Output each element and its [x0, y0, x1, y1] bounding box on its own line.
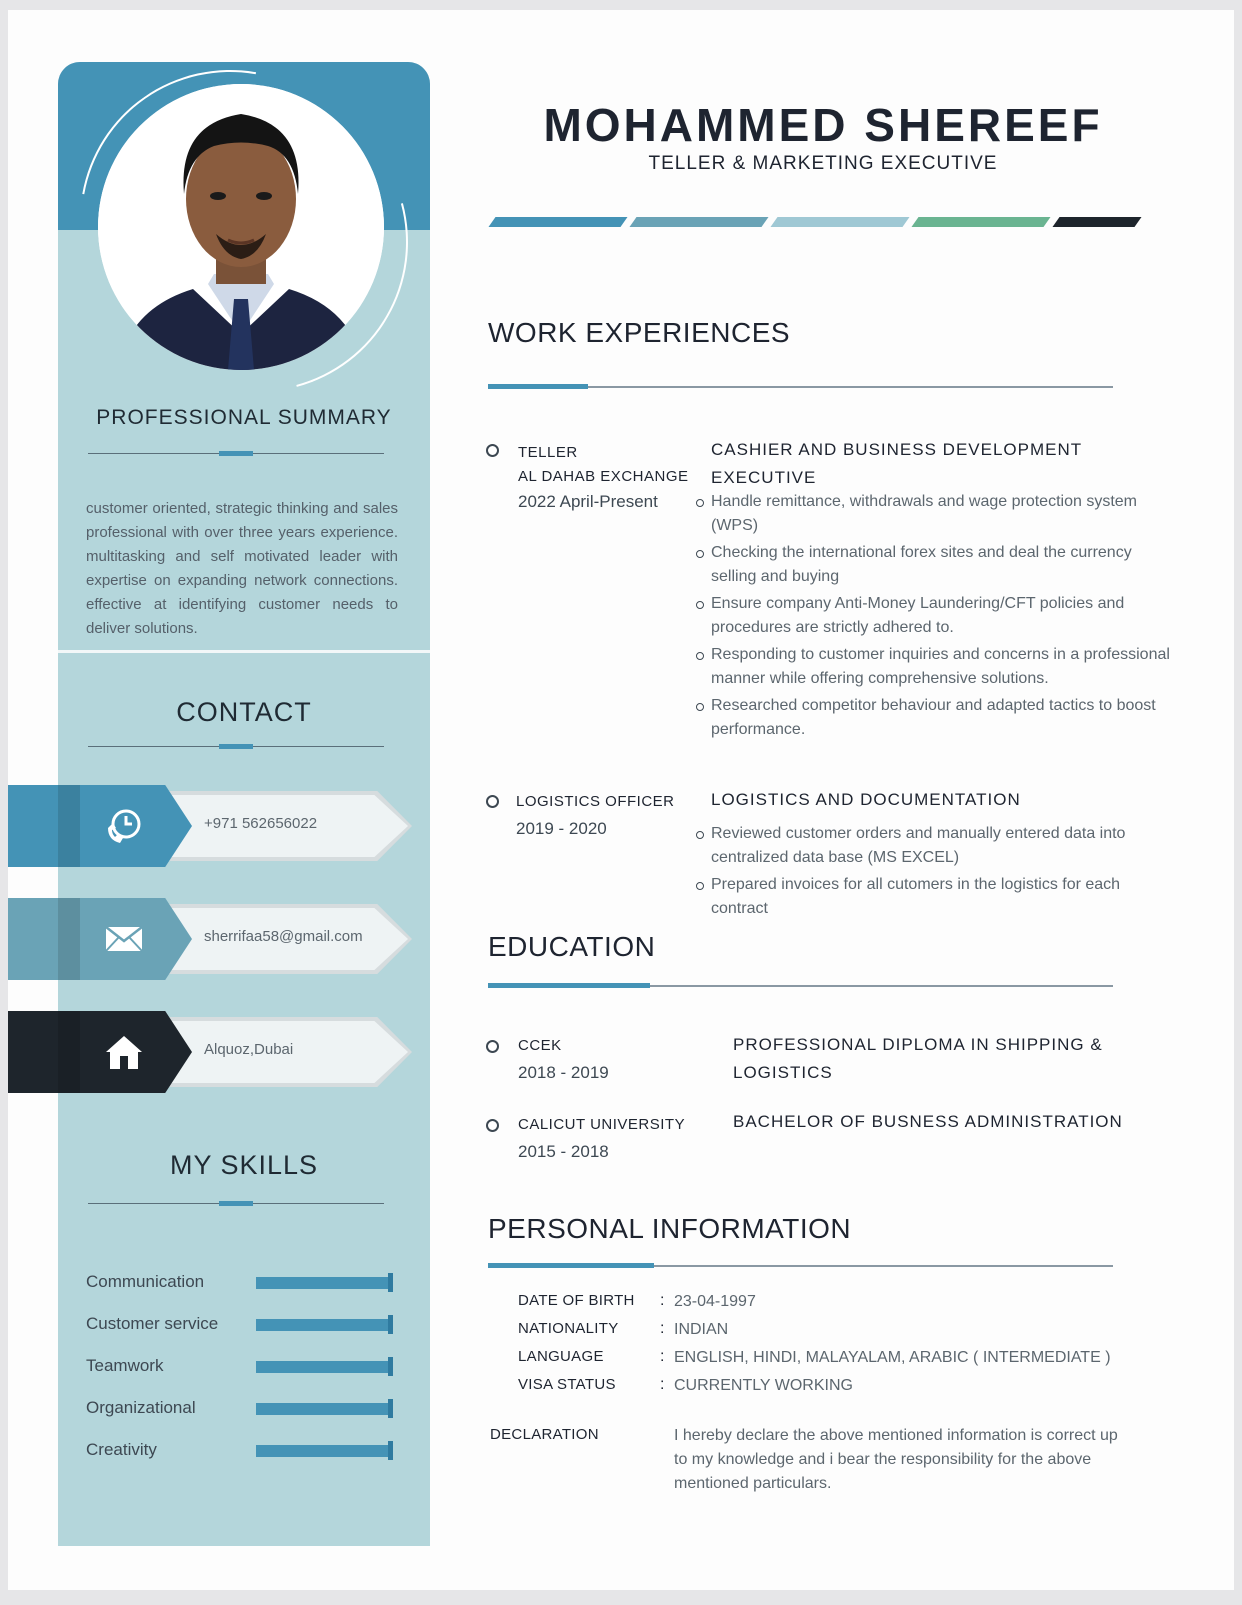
job-duties — [711, 490, 1181, 745]
declaration-label: DECLARATION — [490, 1426, 599, 1443]
mail-icon — [104, 919, 144, 959]
job-dates: 2022 April-Present — [518, 492, 658, 511]
duty-item: Prepared invoices for all cutomers in the logistics for each contract — [711, 873, 1151, 921]
duty-item: Checking the international forex sites and deal the currency selling and buying — [711, 541, 1181, 589]
skill-communication — [86, 1272, 406, 1292]
nationality-label: NATIONALITY — [518, 1320, 619, 1337]
degree: PROFESSIONAL DIPLOMA IN SHIPPING & — [733, 1035, 1103, 1054]
resume-page — [8, 10, 1234, 1590]
separator: : — [660, 1292, 665, 1309]
person-portrait-icon — [98, 84, 384, 370]
dob-value: 23-04-1997 — [674, 1293, 756, 1310]
skill-bar — [256, 1445, 390, 1457]
color-stripe — [488, 217, 627, 227]
timeline-dot — [486, 1040, 499, 1053]
personal-divider — [488, 1265, 1113, 1267]
phone-icon — [104, 806, 144, 846]
profile-photo — [98, 84, 384, 370]
skill-label: Customer service — [86, 1314, 219, 1333]
job-heading-cont: EXECUTIVE — [711, 468, 817, 487]
job-role: TELLER & MARKETING EXECUTIVE — [648, 153, 998, 174]
education-dates: 2018 - 2019 — [518, 1063, 609, 1082]
nationality-value: INDIAN — [674, 1321, 729, 1338]
duty-item: Responding to customer inquiries and concerns in a professional manner while offering comprehensive solutions. — [711, 643, 1181, 691]
language-label: LANGUAGE — [518, 1348, 604, 1365]
duty-item: Ensure company Anti-Money Laundering/CFT policies and procedures are strictly adhered to. — [711, 592, 1181, 640]
contact-title: CONTACT — [176, 697, 312, 727]
full-name: MOHAMMED SHEREEF — [543, 99, 1103, 151]
summary-divider — [88, 453, 384, 454]
school-name: CCEK — [518, 1037, 562, 1054]
skill-label: Teamwork — [86, 1356, 164, 1375]
work-divider — [488, 386, 1113, 388]
color-stripe — [911, 217, 1050, 227]
separator: : — [660, 1376, 665, 1393]
separator: : — [660, 1320, 665, 1337]
color-stripe — [770, 217, 909, 227]
job-position: TELLER — [518, 444, 578, 461]
email-address: sherrifaa58@gmail.com — [204, 928, 363, 945]
timeline-dot — [486, 1119, 499, 1132]
timeline-dot — [486, 795, 499, 808]
skill-creativity — [86, 1440, 406, 1460]
school-name: CALICUT UNIVERSITY — [518, 1116, 686, 1133]
work-title: WORK EXPERIENCES — [488, 317, 791, 348]
skill-label: Organizational — [86, 1398, 196, 1417]
timeline-dot — [486, 444, 499, 457]
skill-customer-service — [86, 1314, 406, 1334]
education-dates: 2015 - 2018 — [518, 1142, 609, 1161]
summary-title: PROFESSIONAL SUMMARY — [96, 406, 392, 429]
address: Alquoz,Dubai — [204, 1041, 294, 1058]
visa-label: VISA STATUS — [518, 1376, 616, 1393]
duty-item: Reviewed customer orders and manually entered data into centralized data base (MS EXCEL) — [711, 822, 1151, 870]
dob-label: DATE OF BIRTH — [518, 1292, 635, 1309]
summary-text: customer oriented, strategic thinking and sales professional with over three years experience. multitasking and self motivated leader with expertise on expanding network connections. effective at identifying customer needs to deliver solutions. — [86, 500, 398, 637]
degree: BACHELOR OF BUSNESS ADMINISTRATION — [733, 1112, 1123, 1131]
contact-divider — [88, 746, 384, 747]
duty-item: Researched competitor behaviour and adapted tactics to boost performance. — [711, 694, 1181, 742]
skill-bar — [256, 1361, 390, 1373]
contact-phone[interactable] — [8, 785, 408, 867]
job-dates: 2019 - 2020 — [516, 819, 607, 838]
job-heading: CASHIER AND BUSINESS DEVELOPMENT — [711, 440, 1083, 459]
skill-bar — [256, 1319, 390, 1331]
skill-bar — [256, 1277, 390, 1289]
personal-title: PERSONAL INFORMATION — [488, 1213, 852, 1244]
job-position: LOGISTICS OFFICER — [516, 793, 675, 810]
duty-item: Handle remittance, withdrawals and wage protection system (WPS) — [711, 490, 1181, 538]
job-heading: LOGISTICS AND DOCUMENTATION — [711, 790, 1021, 809]
language-value: ENGLISH, HINDI, MALAYALAM, ARABIC ( INTERMEDIATE ) — [674, 1349, 1111, 1366]
education-divider — [488, 985, 1113, 987]
job-duties — [711, 822, 1151, 924]
skill-organizational — [86, 1398, 406, 1418]
skill-bar — [256, 1403, 390, 1415]
home-icon — [104, 1032, 144, 1072]
degree-cont: LOGISTICS — [733, 1063, 833, 1082]
contact-email[interactable] — [8, 898, 408, 980]
color-stripe — [629, 217, 768, 227]
skill-teamwork — [86, 1356, 406, 1376]
skills-divider — [88, 1203, 384, 1204]
skills-title: MY SKILLS — [169, 1150, 319, 1180]
skill-label: Communication — [86, 1272, 205, 1291]
phone-number: +971 562656022 — [204, 815, 318, 832]
color-stripe — [1052, 217, 1141, 227]
sidebar-divider — [58, 650, 430, 653]
skill-label: Creativity — [86, 1440, 157, 1459]
declaration-text: I hereby declare the above mentioned information is correct up to my knowledge and i bear the responsibility for the above mentioned particulars. — [674, 1427, 1118, 1492]
contact-address — [8, 1011, 408, 1093]
education-title: EDUCATION — [488, 931, 656, 962]
job-company: AL DAHAB EXCHANGE — [518, 468, 689, 485]
separator: : — [660, 1348, 665, 1365]
visa-value: CURRENTLY WORKING — [674, 1377, 853, 1394]
